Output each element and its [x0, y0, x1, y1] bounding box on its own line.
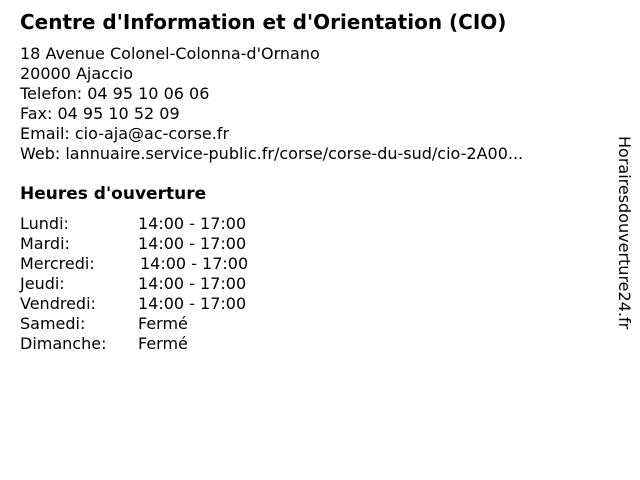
day-label: Lundi:: [20, 214, 69, 233]
day-label: Samedi:: [20, 314, 86, 333]
page-title: Centre d'Information et d'Orientation (CIO): [20, 10, 507, 34]
hours-heading: Heures d'ouverture: [20, 184, 207, 204]
day-label: Jeudi:: [20, 274, 65, 293]
time-value: 14:00 - 17:00: [140, 254, 249, 273]
time-value: 14:00 - 17:00: [138, 214, 247, 233]
time-value: Fermé: [138, 334, 188, 353]
address-city: 20000 Ajaccio: [20, 64, 134, 83]
fax-number: Fax: 04 95 10 52 09: [20, 104, 180, 123]
time-value: Fermé: [138, 314, 188, 333]
day-label: Vendredi:: [20, 294, 96, 313]
time-value: 14:00 - 17:00: [138, 274, 247, 293]
contact-info: [20, 44, 523, 164]
phone-number: Telefon: 04 95 10 06 06: [20, 84, 210, 103]
website-link: Web: lannuaire.service-public.fr/corse/corse-du-sud/cio-2A00...: [20, 144, 524, 163]
day-label: Mercredi:: [20, 254, 95, 273]
day-label: Mardi:: [20, 234, 70, 253]
time-value: 14:00 - 17:00: [138, 294, 247, 313]
address-street: 18 Avenue Colonel-Colonna-d'Ornano: [20, 44, 320, 63]
day-label: Dimanche:: [20, 334, 107, 353]
time-value: 14:00 - 17:00: [138, 234, 247, 253]
email-address: Email: cio-aja@ac-corse.fr: [20, 124, 230, 143]
site-brand-vertical: Horairesdouverture24.fr: [615, 136, 634, 330]
